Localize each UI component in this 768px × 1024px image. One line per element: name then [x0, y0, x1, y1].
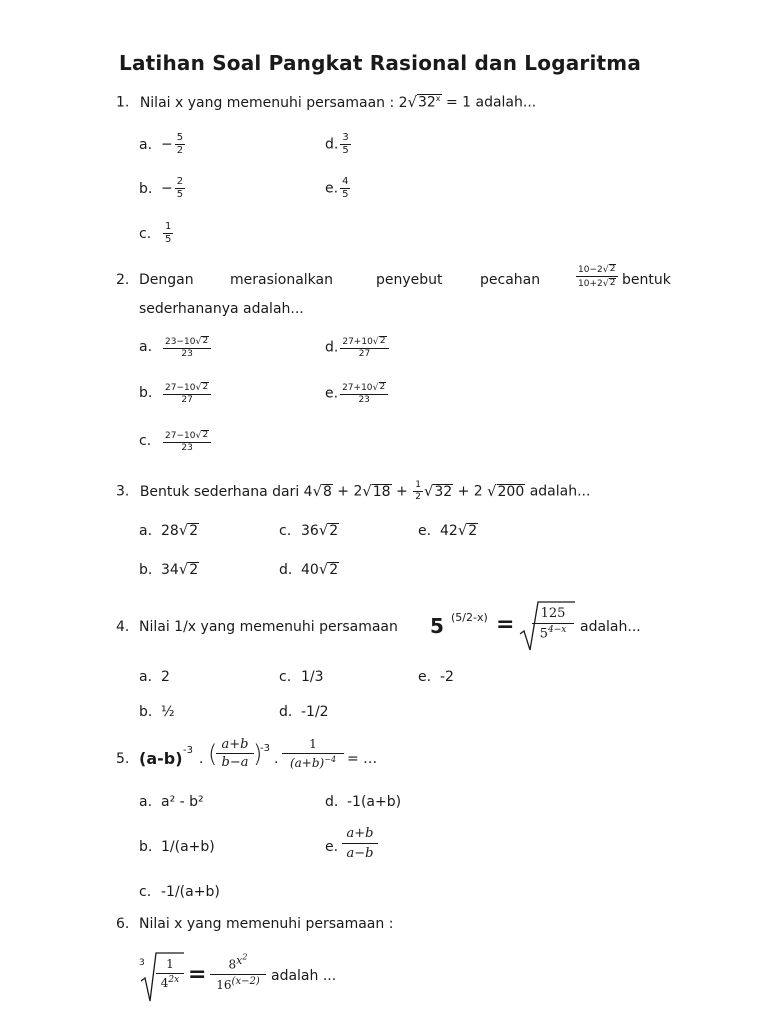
numerator-base: 8 — [228, 957, 237, 972]
numerator: a+b — [342, 826, 378, 844]
fraction — [210, 952, 266, 992]
fraction — [175, 133, 185, 156]
fraction — [163, 336, 211, 359]
fraction — [216, 737, 254, 770]
sign: − — [161, 136, 173, 153]
denominator: 5 — [342, 189, 349, 200]
option-e-label[interactable]: e. — [325, 839, 339, 855]
numerator: 1 — [282, 737, 344, 754]
question-word: Dengan — [139, 272, 194, 288]
question-6-number: 6. — [116, 916, 130, 932]
numerator: 23−10 √ 2 — [163, 336, 211, 349]
option-label: a. — [139, 339, 153, 356]
fraction — [156, 957, 184, 990]
numerator — [210, 952, 266, 975]
option-a[interactable] — [139, 336, 213, 359]
operator: + — [391, 483, 413, 500]
coefficient: 28 — [161, 523, 179, 539]
radical: √ 18 — [362, 482, 391, 500]
denominator-base: (a+b) — [289, 756, 325, 770]
denominator: 5 — [176, 189, 184, 200]
option-value: -1/2 — [301, 704, 329, 720]
sign: − — [161, 180, 173, 197]
fraction — [175, 177, 185, 200]
option-label: c. — [139, 225, 152, 242]
option-b[interactable]: b. 34 √ 2 — [139, 561, 199, 579]
numerator: 2 — [176, 176, 184, 187]
radicand: 2 — [468, 523, 478, 540]
option-c[interactable] — [139, 884, 220, 900]
fraction — [340, 382, 388, 405]
radical: √ 8 — [312, 482, 332, 500]
denominator — [210, 975, 266, 992]
radicand: 2 — [202, 336, 209, 346]
question-fraction — [576, 264, 618, 289]
operator: + 2 — [332, 483, 363, 500]
question-3 — [116, 481, 590, 502]
option-label: c. — [139, 433, 152, 450]
option-label: d. — [279, 704, 293, 720]
radicand: 2 — [379, 336, 386, 346]
question-5-number: 5. — [116, 751, 130, 767]
denominator-exponent: 2x — [168, 975, 180, 985]
denominator-exponent: (x−2) — [231, 975, 260, 987]
fraction — [340, 336, 388, 359]
option-label: b. — [139, 385, 153, 402]
option-c[interactable] — [279, 669, 324, 685]
operator: . — [274, 751, 279, 767]
option-b[interactable] — [139, 382, 213, 405]
option-d[interactable]: d. 40 √ 2 — [279, 561, 339, 579]
numerator: 1 — [165, 221, 172, 232]
numerator: 4 — [342, 176, 349, 187]
fraction — [163, 222, 173, 245]
option-value: a² - b² — [161, 794, 204, 810]
radicand: 2 — [609, 264, 616, 274]
option-e-fraction[interactable] — [342, 826, 378, 861]
radicand: 2 — [202, 382, 209, 392]
option-label: c. — [279, 669, 292, 685]
base: (a-b) — [139, 749, 183, 768]
question-number: 3. — [116, 483, 130, 500]
denominator: 23 — [358, 394, 370, 405]
question-word: penyebut — [376, 272, 443, 288]
option-a[interactable]: a. 28 √ 2 — [139, 522, 199, 540]
option-e[interactable]: e. 42 √ 2 — [418, 522, 478, 540]
question-tail: adalah... — [580, 619, 641, 635]
question-tail: = … — [347, 751, 378, 767]
exponent-base: x — [236, 953, 243, 967]
option-e[interactable] — [418, 669, 454, 685]
option-d[interactable] — [279, 704, 329, 720]
question-number: 1. — [116, 94, 130, 111]
question-text: Nilai 1/x yang memenuhi persamaan — [139, 619, 398, 635]
fraction — [340, 133, 350, 156]
denominator: 5 — [342, 145, 349, 156]
radicand: 2 — [329, 562, 339, 579]
radicand: 18 — [372, 483, 391, 500]
option-value: ½ — [161, 704, 175, 720]
option-a[interactable] — [139, 794, 204, 810]
question-tail: adalah ... — [271, 968, 337, 984]
option-b[interactable] — [139, 704, 175, 720]
option-value: -2 — [440, 669, 454, 685]
option-label: b. — [139, 839, 153, 855]
question-text: Nilai x yang memenuhi persamaan : — [139, 916, 394, 932]
option-label: b. — [139, 704, 153, 720]
radicand: 2 — [189, 562, 199, 579]
option-label: d. — [325, 339, 339, 356]
option-value: -1(a+b) — [347, 794, 402, 810]
option-a[interactable] — [139, 133, 187, 156]
radicand: 2 — [189, 523, 199, 540]
denominator: 10+2 √ 2 — [578, 277, 616, 289]
question-1 — [116, 94, 536, 111]
denominator-part: 10+2 — [578, 278, 603, 289]
fraction — [340, 177, 350, 200]
option-label: e. — [418, 523, 432, 539]
denominator-exponent: −4 — [324, 755, 337, 764]
denominator — [532, 624, 574, 641]
denominator: 5 — [165, 234, 172, 245]
option-b[interactable] — [139, 839, 215, 855]
fraction — [532, 606, 574, 641]
equals-sign: = — [188, 962, 207, 987]
exponent: x — [435, 94, 441, 103]
radicand: 2 — [202, 430, 209, 440]
numerator-part: 23−10 — [165, 336, 196, 347]
fraction — [163, 382, 211, 405]
radicand: 2 — [609, 277, 616, 288]
question-text: Nilai x yang memenuhi persamaan : 2 — [139, 94, 408, 111]
numerator-part: 27−10 — [165, 382, 196, 393]
numerator: 125 — [532, 606, 574, 624]
option-d[interactable] — [325, 133, 353, 156]
question-tail: = 1 adalah... — [441, 94, 537, 111]
question-word: merasionalkan — [230, 272, 333, 288]
operator: + 2 — [453, 483, 488, 500]
fraction — [163, 430, 211, 453]
radical: √ 32 — [423, 482, 453, 500]
numerator: 27+10 √ 2 — [340, 382, 388, 395]
option-value: 2 — [161, 669, 170, 685]
option-d[interactable] — [325, 336, 391, 359]
option-e[interactable] — [325, 177, 352, 200]
option-value: 1/(a+b) — [161, 839, 215, 855]
denominator: 27 — [358, 348, 371, 359]
numerator: 5 — [176, 132, 184, 143]
denominator: b−a — [221, 755, 249, 770]
numerator: 1 — [156, 957, 184, 974]
option-d[interactable] — [325, 794, 401, 810]
question-word: pecahan — [480, 272, 541, 288]
option-label: c. — [279, 523, 292, 539]
denominator-exponent: 4−x — [547, 625, 567, 635]
numerator-exponent — [236, 954, 247, 967]
option-label: b. — [139, 562, 153, 578]
numerator-part: 27+10 — [342, 382, 373, 393]
denominator: 27 — [181, 394, 193, 405]
question-text: sederhananya adalah... — [139, 301, 304, 317]
question-word: bentuk — [622, 272, 671, 288]
radical: √ 200 — [487, 482, 525, 500]
coefficient: 40 — [301, 562, 319, 578]
exponent-power: 2 — [242, 952, 248, 961]
option-label: e. — [325, 385, 339, 402]
option-c[interactable] — [139, 430, 213, 453]
radicand: 2 — [329, 523, 339, 540]
option-label: a. — [139, 669, 153, 685]
denominator-base: 4 — [160, 976, 169, 990]
coefficient: 42 — [440, 523, 458, 539]
numerator-part: 27−10 — [165, 430, 196, 441]
denominator — [282, 754, 344, 770]
option-label: e. — [325, 180, 339, 197]
option-c[interactable] — [139, 222, 175, 245]
option-e[interactable] — [325, 382, 390, 405]
numerator: 1 — [415, 480, 421, 490]
numerator: 10−2 √ 2 — [576, 264, 618, 277]
numerator: 27+10 √ 2 — [340, 336, 388, 349]
question-tail: adalah... — [525, 483, 591, 500]
option-value: 1/3 — [301, 669, 324, 685]
coefficient: 34 — [161, 562, 179, 578]
root-index: 3 — [139, 958, 145, 968]
radicand: 200 — [497, 483, 525, 500]
denominator: 2 — [415, 492, 421, 502]
page-title: Latihan Soal Pangkat Rasional dan Logaritma — [119, 51, 642, 75]
question-text: Bentuk sederhana dari 4 — [139, 483, 313, 500]
option-label: a. — [139, 794, 153, 810]
option-label: a. — [139, 136, 153, 153]
equals-sign: = — [496, 612, 515, 637]
exponent: (5/2-x) — [451, 611, 488, 624]
option-label: d. — [279, 562, 293, 578]
option-value: -1/(a+b) — [161, 884, 220, 900]
denominator: 23 — [181, 348, 193, 359]
fraction — [413, 481, 423, 502]
option-b[interactable] — [139, 177, 187, 200]
option-c[interactable]: c. 36 √ 2 — [279, 522, 339, 540]
denominator: a−b — [346, 846, 374, 861]
numerator-part: 10−2 — [578, 264, 603, 275]
denominator: 23 — [181, 442, 193, 453]
fraction — [576, 264, 618, 289]
radicand: 32 — [417, 94, 436, 111]
base: 5 — [430, 614, 444, 638]
numerator: 27−10 √ 2 — [163, 430, 211, 443]
denominator: 2 — [176, 145, 184, 156]
radicand: 32 — [434, 483, 453, 500]
option-a[interactable] — [139, 669, 170, 685]
numerator: a+b — [216, 737, 254, 754]
option-label: d. — [325, 794, 339, 810]
question-2-number: 2. — [116, 272, 130, 288]
denominator-base: 5 — [539, 626, 548, 642]
denominator — [156, 974, 184, 990]
option-label: b. — [139, 180, 153, 197]
option-label: d. — [325, 136, 339, 153]
coefficient: 36 — [301, 523, 319, 539]
numerator: 27−10 √ 2 — [163, 382, 211, 395]
numerator-part: 27+10 — [342, 336, 373, 347]
option-label: c. — [139, 884, 152, 900]
option-label: e. — [418, 669, 432, 685]
operator: . — [199, 751, 204, 767]
radicand: 2 — [379, 382, 386, 392]
fraction — [282, 737, 344, 770]
denominator-base: 16 — [216, 977, 232, 992]
radical: √ 32$^x$ — [407, 93, 441, 111]
question-4-number: 4. — [116, 619, 130, 635]
exponent: -3 — [260, 743, 270, 754]
exponent: -3 — [183, 745, 193, 756]
radicand: 8 — [322, 483, 332, 500]
numerator: 3 — [342, 132, 349, 143]
option-label: a. — [139, 523, 153, 539]
